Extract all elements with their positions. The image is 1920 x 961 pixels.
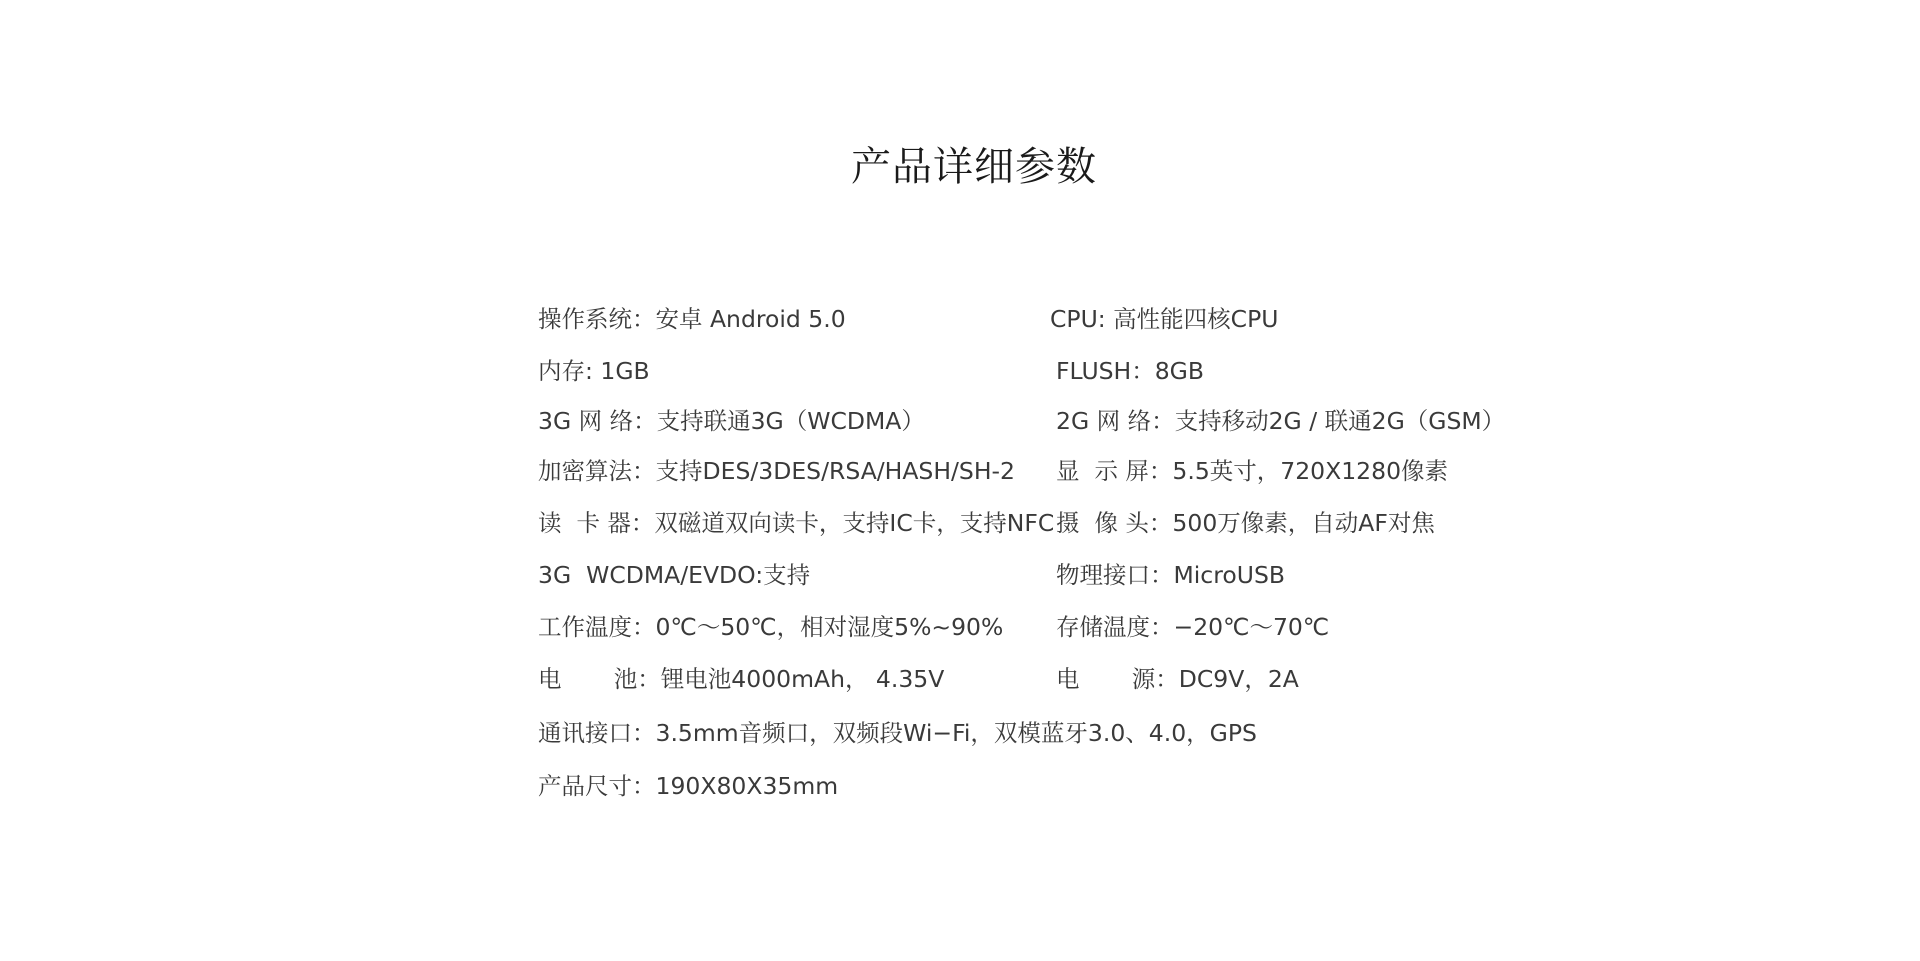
spec-encryption: 加密算法：支持DES/3DES/RSA/HASH/SH-2 <box>538 457 1015 485</box>
spec-card-reader: 读 卡 器：双磁道双向读卡，支持IC卡，支持NFC <box>538 509 1055 537</box>
spec-cpu: CPU: 高性能四核CPU <box>1050 305 1279 333</box>
spec-work-temp: 工作温度：0℃～50℃，相对湿度5%~90% <box>538 613 1004 641</box>
page-title: 产品详细参数 <box>851 144 1097 190</box>
spec-storage-temp: 存储温度：−20℃～70℃ <box>1056 613 1330 641</box>
spec-camera: 摄 像 头：500万像素，自动AF对焦 <box>1056 509 1435 537</box>
spec-comm-interface: 通讯接口：3.5mm音频口，双频段Wi−Fi，双模蓝牙3.0、4.0，GPS <box>538 719 1257 747</box>
spec-battery: 电 池：锂电池4000mAh， 4.35V <box>538 665 945 693</box>
spec-memory: 内存: 1GB <box>538 357 650 385</box>
spec-interface: 物理接口：MicroUSB <box>1056 561 1285 589</box>
spec-network-2g: 2G 网 络：支持移动2G / 联通2G（GSM） <box>1056 407 1506 435</box>
spec-power: 电 源：DC9V，2A <box>1056 665 1299 693</box>
spec-network-3g: 3G 网 络：支持联通3G（WCDMA） <box>538 407 925 435</box>
spec-display: 显 示 屏：5.5英寸，720X1280像素 <box>1056 457 1449 485</box>
spec-size: 产品尺寸：190X80X35mm <box>538 772 839 800</box>
spec-flush: FLUSH：8GB <box>1056 357 1205 385</box>
spec-os: 操作系统：安卓 Android 5.0 <box>538 305 846 333</box>
spec-wcdma-evdo: 3G WCDMA/EVDO:支持 <box>538 561 811 589</box>
